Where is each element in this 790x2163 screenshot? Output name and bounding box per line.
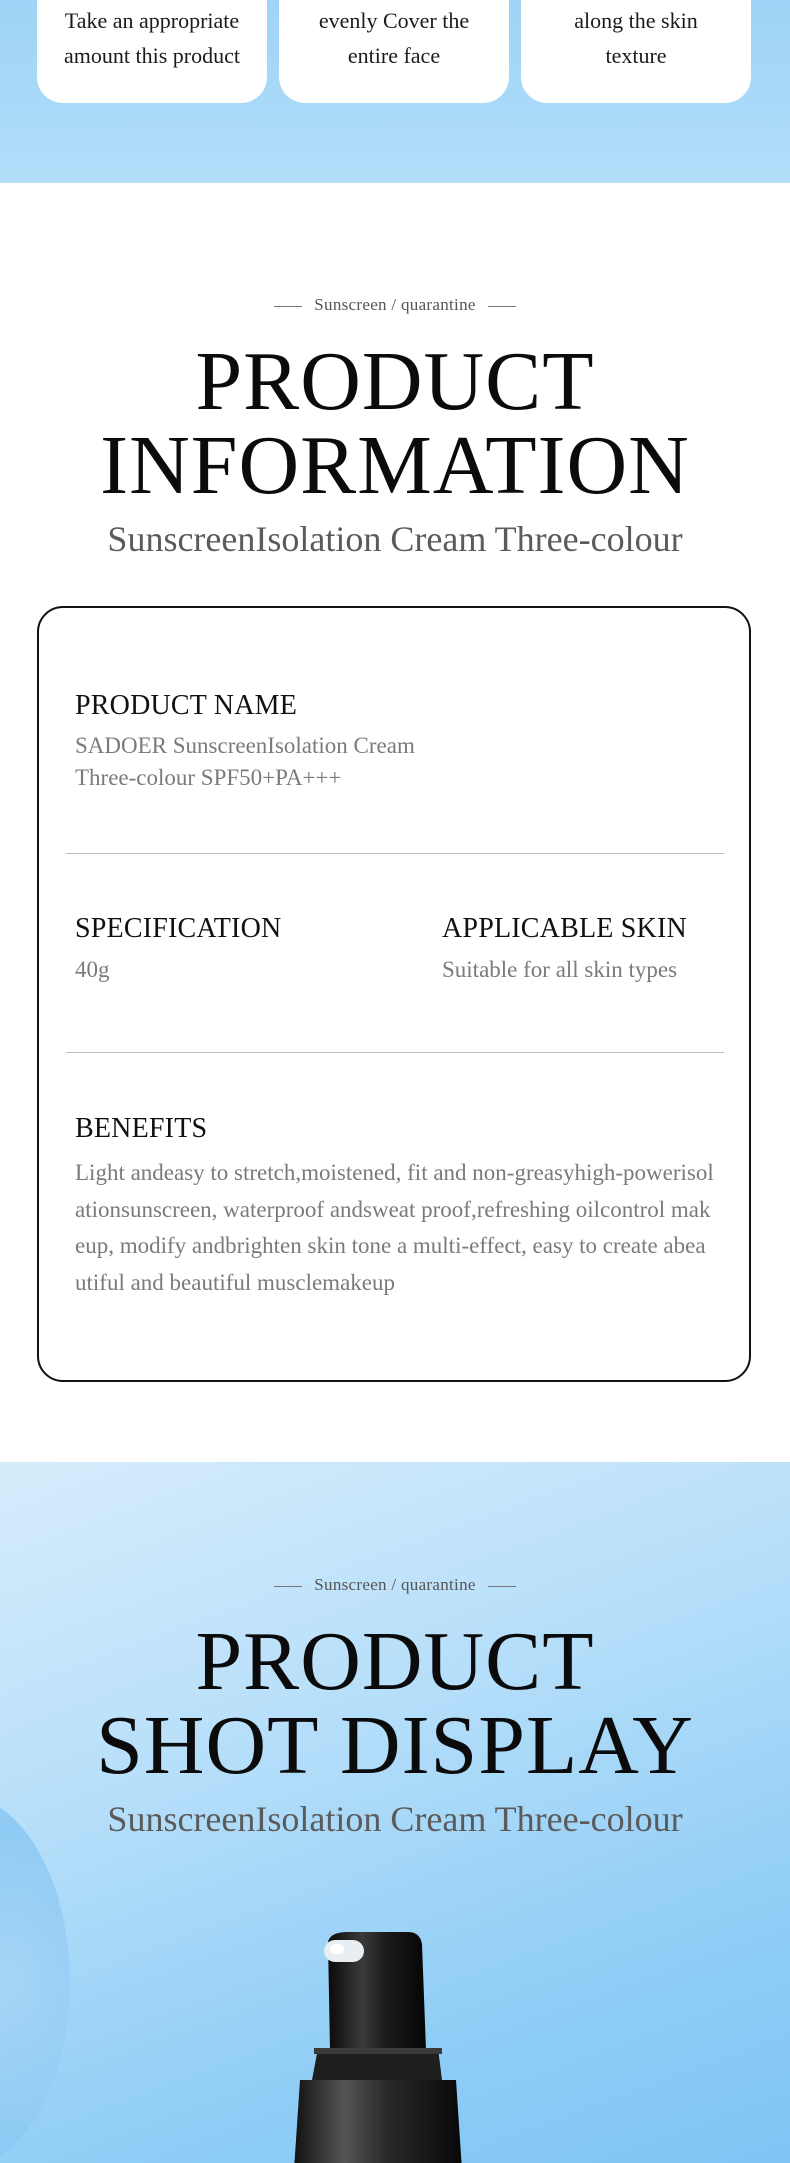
step-card-2 xyxy=(279,0,509,103)
product-info-card xyxy=(37,606,751,1382)
background-bubble xyxy=(0,1792,70,2163)
card-divider-2 xyxy=(66,1052,724,1053)
kicker-dash-right xyxy=(488,306,516,307)
info-subtitle: SunscreenIsolation Cream Three-colour xyxy=(107,519,683,559)
kicker-dash-left xyxy=(274,306,302,307)
applicable-skin-value: Suitable for all skin types xyxy=(442,957,678,982)
shot-kicker xyxy=(0,1575,790,1595)
kicker-dash-left xyxy=(274,1586,302,1587)
product-name-value: SADOER SunscreenIsolation Cream Three-colour SPF50+PA+++ xyxy=(75,733,415,790)
applicable-skin-label: APPLICABLE SKIN xyxy=(442,913,687,944)
step-text-1: Take an appropriate amount this product xyxy=(64,8,240,68)
sunscreen-bottle-image xyxy=(290,1930,520,2163)
kicker-dash-right xyxy=(488,1586,516,1587)
shot-kicker-text: Sunscreen / quarantine xyxy=(314,1575,476,1594)
product-name-label: PRODUCT NAME xyxy=(75,690,298,721)
specification-value: 40g xyxy=(75,957,110,982)
step-text-3: along the skin texture xyxy=(574,8,698,68)
info-kicker-text: Sunscreen / quarantine xyxy=(314,295,476,314)
usage-steps-band xyxy=(0,0,790,183)
benefits-label: BENEFITS xyxy=(75,1113,208,1144)
info-kicker xyxy=(0,295,790,315)
specification-label: SPECIFICATION xyxy=(75,913,282,944)
step-card-3 xyxy=(521,0,751,103)
step-card-1 xyxy=(37,0,267,103)
card-divider-1 xyxy=(66,853,724,854)
step-text-2: evenly Cover the entire face xyxy=(318,8,470,68)
shot-title: PRODUCT SHOT DISPLAY xyxy=(96,1615,694,1792)
shot-subtitle: SunscreenIsolation Cream Three-colour xyxy=(107,1799,683,1839)
benefits-value: Light andeasy to stretch,moistened, fit and non-greasyhigh-powerisolationsunscreen, waterproof andsweat proof,refreshing oilcontrol makeup, modify andbrighten skin tone a multi-effect, easy to create abeautiful and beautiful musclemakeup xyxy=(75,1160,714,1295)
product-shot-band xyxy=(0,1462,790,2163)
info-title: PRODUCT INFORMATION xyxy=(100,335,690,512)
